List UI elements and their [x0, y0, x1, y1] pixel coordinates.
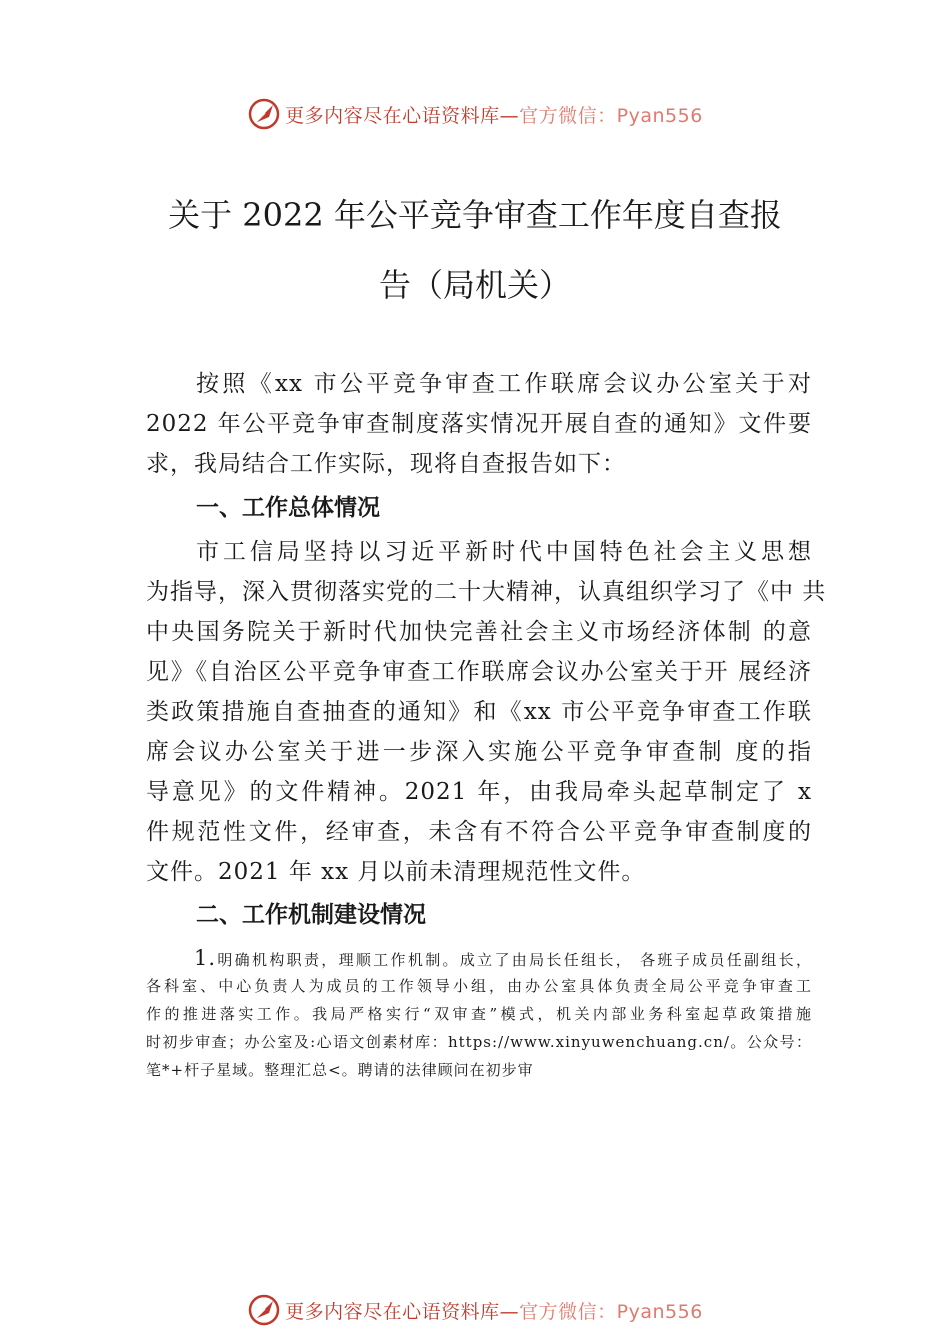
quill-logo-icon [247, 1293, 281, 1327]
banner-text: 更多内容尽在心语资料库—官方微信：Pyan556 [285, 104, 703, 127]
section-1-paragraph [146, 532, 827, 892]
text-line: 笔*+杆子星域。整理汇总<。聘请的法律顾问在初步审 [146, 1061, 534, 1079]
text-line: 为指导，深入贯彻落实党的二十大精神，认真组织学习了《中 共 [146, 579, 827, 605]
text-line: 按照《xx 市公平竞争审查工作联席会议办公室关于对 [196, 371, 812, 397]
header-banner [0, 94, 950, 134]
text-line: 导意见》的文件精神。2021 年，由我局牵头起草制定了 x [146, 779, 812, 805]
text-line: 2022 年公平竞争审查制度落实情况开展自查的通知》文件要 [146, 411, 812, 437]
section-2-heading: 二、工作机制建设情况 [196, 902, 426, 928]
text-line: 类政策措施自查抽查的通知》和《xx 市公平竞争审查工作联 [146, 699, 812, 725]
document-title-line-2: 告（局机关） [378, 266, 571, 304]
section-2-paragraph [146, 944, 812, 1084]
text-line: 见》《自治区公平竞争审查工作联席会议办公室关于开 展经济 [146, 659, 812, 685]
text-line: 求，我局结合工作实际，现将自查报告如下： [146, 451, 626, 477]
banner-wechat: 官方微信：Pyan556 [519, 1300, 703, 1323]
text-line: 时初步审查；办公室及:心语文创素材库：https://www.xinyuwenchuang.cn/。公众号： [146, 1033, 812, 1051]
text-line: 件规范性文件，经审查，未含有不符合公平竞争审查制度的 [146, 819, 812, 845]
banner-text: 更多内容尽在心语资料库—官方微信：Pyan556 [285, 1300, 703, 1323]
text-line: 1.明确机构职责，理顺工作机制。成立了由局长任组长， 各班子成员任副组长， [194, 946, 812, 970]
text-line: 中央国务院关于新时代加快完善社会主义市场经济体制 的意 [146, 619, 812, 645]
text-line: 文件。2021 年 xx 月以前未清理规范性文件。 [146, 859, 646, 885]
section-1-heading: 一、工作总体情况 [196, 495, 380, 521]
intro-paragraph [146, 364, 812, 484]
footer-banner [0, 1290, 950, 1330]
document-title-line-1: 关于 2022 年公平竞争审查工作年度自查报 [168, 196, 782, 234]
text-line: 作的推进落实工作。我局严格实行“双审查”模式，机关内部业务科室起草政策措施 [146, 1005, 812, 1023]
text-line: 席会议办公室关于进一步深入实施公平竞争审查制 度的指 [146, 739, 812, 765]
item-number: 1. [194, 946, 217, 970]
banner-wechat: 官方微信：Pyan556 [519, 104, 703, 127]
quill-logo-icon [247, 97, 281, 131]
text-line: 各科室、中心负责人为成员的工作领导小组，由办公室具体负责全局公平竞争审查工 [146, 977, 812, 995]
text-line: 市工信局坚持以习近平新时代中国特色社会主义思想 [196, 539, 812, 565]
